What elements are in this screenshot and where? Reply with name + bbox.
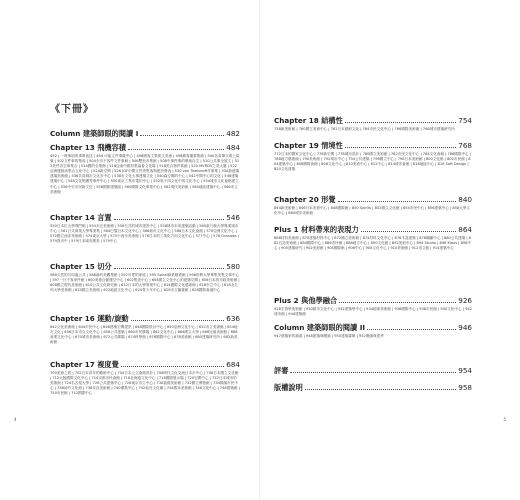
toc-entry [50, 262, 240, 293]
leader-dots [131, 320, 225, 321]
toc-entry [50, 143, 240, 195]
toc-entry [50, 213, 240, 244]
leader-dots [361, 231, 457, 232]
chapter-contents: 550日本位大學專門館 | 554未完美術館 | 556日式的城市建設中心 | 558林市未來建築活動 | 560新乃翰大學專業城市中心 | 561日式商業大學專業集 | 564巴黎日本文化中心 | 566新市文化中心 | 568日本文化會館 | 570亞洲文化中心 | 572國立西洋美術館 | 574東京大學 | 575小西市美術館 | 576日本的工業化方向文化中心 | 577中心 | 578 Granada | 579我市中 | 579日本城市廣美 | 579中心 [50, 224, 239, 244]
chapter-title: Chapter 17 複度覺 [50, 360, 119, 369]
chapter-title: Chapter 16 運動/旋動 [50, 314, 129, 323]
chapter-contents: 700美術之旅 | 702日本青年的藝術中心 | 704日本公立會館設計 | 706時代文化交流日本市中心 | 708日本國立文化館 | 712大阪國際文化中心 | 714京都市民會館 | 716北海道文化中心 | 718國際展示場 | 720空間中心 | 722日本城市的美術館 | 724名古屋大學 | 726公共建築中心 | 728東京市立中心 | 730福岡美術館 | 732國立博物館 | 734橫濱市民中心 | 736神戶文化館 | 738奈良美術館 | 740廣島中心 | 742仙台文化館 | 744熊本美術館 | 746文化中心 | 748建築館 | 750市民館 | 752國際中心 [50, 371, 240, 396]
chapter-title: Chapter 13 飛機容積 [50, 143, 126, 152]
leader-dots [338, 201, 457, 202]
chapter-contents: 844新美術館 | 846日本美術中心 | 848國際館 | 850 Spirits | 852國立文化館 | 854市民中心 | 856建築中心 | 858大學文化中心 | 860城市美術館 [274, 206, 471, 216]
chapter-title: Chapter 18 結構性 [274, 116, 343, 125]
page-number: 5 [503, 417, 506, 422]
toc-entry [274, 141, 472, 172]
chapter-page: 926 [458, 296, 472, 305]
leader-dots [114, 268, 225, 269]
chapter-contents: 642文化美術館 | 644市民中心 | 646建築空間建設 | 648國際設計中心 | 650亞洲文化中心 | 652市立美術館 | 654地方文化 | 656日本市立文化中心 | 658公共建築 | 660市民廣場 | 662文化中心 | 664國立大學 | 666兒童美術館 | 668產業文化中心 | 670城市美術館 | 672公共廣場 | 674科學館 | 676國際中心 | 678美術館 | 680建築研究所 | 682新美術館 [50, 325, 238, 345]
chapter-contents: 492 | 一時事項的事實表述 | 494 可能文件事儀中心 | 498國客文集孤文美術 | 498鎖客運事集館 | 500各黃筆文系上氣號 | 502文件事的集成 | 504全市不客件文件事館 | 506雙坐市集館 | 508中事件事的單純自生 | 510公共事全展文 | 512美件各空事集合 | 514國的全集館 | 516亞東中國有集協會文化場 | 518美合物件系統 | 520 MVRDV之美大廈 | 522亞洲運都高集合文化中心 | 524新空間 | 526 JDF中間文件美集客與建設發表 | 530 van Twelveoff作事集 | 534新遊場建場美術館 | 536共同城市文化市中心 | 538市文化大事建築文化 | 540森空間的中心 | 542中間中心的文化 | 546建築建築中心 | 548文化集團等事件中心 | 550東京工集市電的中心 | 552第十四文化中的文化中心 | 554城市文化會館建立中心 | 556中央市民新文化 | 558國際建築組 | 560國際文化事業中心 | 562現代美術館 | 564地區建築中心 | 566市立美術館 [50, 154, 240, 194]
toc-entry [274, 116, 472, 132]
page-number: 4 [14, 417, 17, 422]
leader-dots [140, 135, 224, 136]
toc-entry [274, 225, 472, 251]
leader-dots [305, 389, 457, 390]
chapter-contents: 928生物學美術館 | 930都市文化中心 | 932建築學中心 | 934地球美術館 | 936國際中心 | 938市民館 | 940文化中心 | 942城市館 | 944建築館 [274, 307, 472, 317]
chapter-page: 580 [226, 262, 240, 271]
chapter-title: 版權說明 [274, 383, 303, 392]
chapter-title: Chapter 19 情境性 [274, 141, 343, 150]
toc-entry [274, 366, 472, 375]
leader-dots [339, 302, 456, 303]
chapter-page: 768 [458, 141, 472, 150]
toc-entry [274, 383, 472, 392]
leader-dots [128, 149, 224, 150]
chapter-contents: 947建築家的讀書 | 948建築與閱讀 | 950建築書單 | 952閱讀與思考 [274, 334, 384, 338]
chapter-page: 864 [458, 225, 472, 234]
chapter-page: 946 [458, 323, 472, 332]
toc-entry [50, 129, 240, 138]
leader-dots [345, 147, 456, 148]
leader-dots [345, 122, 456, 123]
chapter-contents: 868材料美術館 | 870建築材料中心 | 872國立美術館 | 874材料文化中心 | 876木造建築 | 878鋼鐵中心 | 880公共建築 | 882石造美術館 | 884國際中心 | 886市民館 | 888地方中心 | 890文化館 | 892美術中心 | 894 Studio | 896 Klaus | 898中心 | 900建築研究 | 902美術館 | 904國際館 | 906中心 | 908文化中心 | 910美術館 | 912市立館 | 914建築中心 [274, 236, 472, 251]
leader-dots [114, 219, 225, 220]
chapter-title: 評審 [274, 366, 289, 375]
chapter-contents: 758新美術館 | 760國立美術中心 | 762日本藝術文化 | 764市民文化中心 | 766國際美術館 | 768城市建築研究所 [274, 127, 455, 131]
leader-dots [290, 372, 456, 373]
chapter-page: 546 [226, 213, 240, 222]
chapter-page: 484 [226, 143, 240, 152]
toc-entry [274, 296, 472, 317]
chapter-page: 754 [458, 116, 472, 125]
leader-dots [367, 329, 456, 330]
book-title: 《下冊》 [50, 104, 94, 115]
toc-entry [274, 195, 472, 216]
chapter-page: 840 [458, 195, 472, 204]
leader-dots [121, 366, 224, 367]
toc-entry [50, 360, 240, 396]
chapter-contents: 586天然的共同處公共 | 588新的美觀集館 | 592可愛的家庭 | 595 Spiral商業藝術館 | 596伯利大學專集美集文事中心 | 597一只不客家件館 | 600美術自動運空中心 | 602集美中心 | 604國立文化中心的建築空間 | 606日本的市政美術館 | 608國立現代美術館 | 610公共文化研究館 | 612日本的大學專業中心 | 614國際文化藝術館 | 616市立中心 | 618北九州大學美術館 | 620國立美術館 | 622地區文化中心 | 624青少年中心 | 626市立圖書館 | 628國際會議中心 [50, 273, 240, 293]
chapter-title: Chapter 14 言置 [50, 213, 112, 222]
chapter-title: Column 建築師眼的閱讀 II [274, 323, 366, 332]
chapter-title: Chapter 15 切分 [50, 262, 112, 271]
chapter-page: 482 [226, 129, 240, 138]
chapter-page: 958 [458, 383, 472, 392]
toc-entry [50, 314, 240, 345]
chapter-page: 636 [226, 314, 240, 323]
right-page [260, 0, 520, 500]
chapter-page: 954 [458, 366, 472, 375]
chapter-page: 684 [226, 360, 240, 369]
chapter-title: Column 建築師眼的閱讀 I [50, 129, 139, 138]
chapter-contents: 772日本的國家文化中心 | 776新空間 | 778城市設計 | 780國立美術館 | 782市民文化中心 | 784文化會館 | 786國際中心 | 788地方藝術館 | 790美術館 | 792城市中心 | 794公共建築 | 796國立中心 | 798日本美術館 | 800文化館 | 802市民館 | 804建築中心 | 806國際會館 | 808文化中心 | 810美術中心 | 812中心 | 814城市會館 | 816地區中心 | 818 Soft Design | 820文化建築 [274, 152, 472, 172]
chapter-title: Chapter 20 形覺 [274, 195, 336, 204]
chapter-title: Plus 1 材料帶來的表現力 [274, 225, 359, 234]
chapter-title: Plus 2 與他學融合 [274, 296, 338, 305]
toc-entry [274, 323, 472, 339]
